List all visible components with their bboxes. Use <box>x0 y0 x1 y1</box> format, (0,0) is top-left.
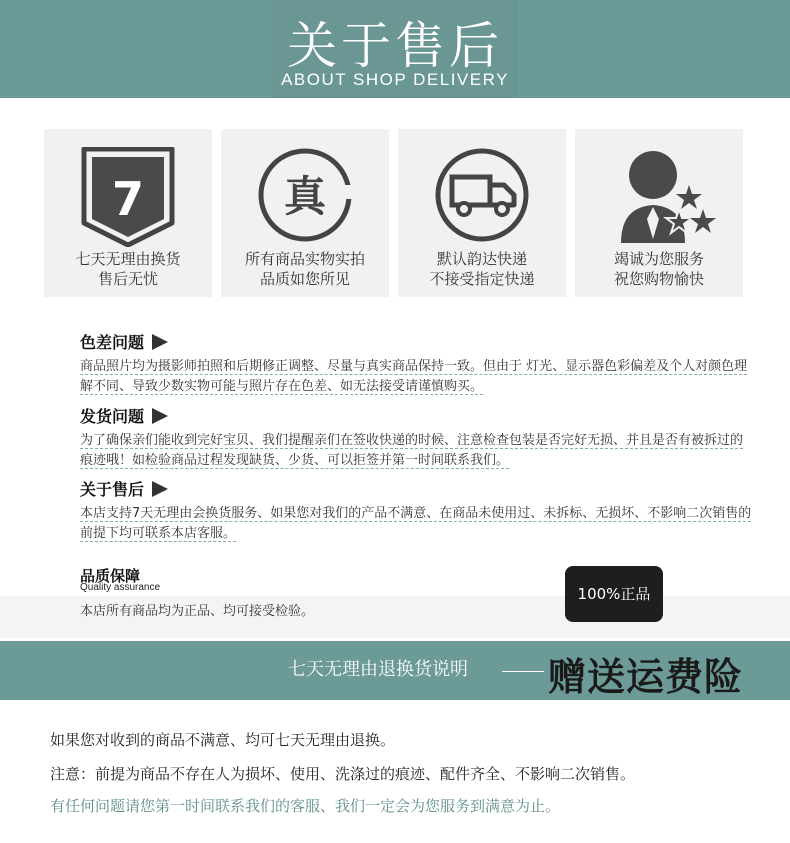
feature-card-text <box>398 249 566 289</box>
feature-card-seven-day <box>44 129 212 297</box>
arrow-right-icon <box>152 481 168 497</box>
banner-highlight: 赠送运费险 <box>548 655 744 699</box>
feature-line-1: 默认韵达快递 <box>436 250 527 268</box>
quality-text: 本店所有商品均为正品、均可接受检验。 <box>80 604 315 619</box>
section-title-color-difference: 色差问题 <box>80 330 168 353</box>
genuine-badge: 100%正品 <box>565 566 663 622</box>
feature-line-2: 祝您购物愉快 <box>613 270 704 288</box>
return-policy-banner <box>0 641 790 700</box>
truck-icon <box>398 147 566 247</box>
banner-text: 七天无理由退换货说明 <box>288 659 468 680</box>
footer-line-1: 如果您对收到的商品不满意、均可七天无理由退换。 <box>50 731 396 749</box>
page-subtitle: ABOUT SHOP DELIVERY <box>281 70 509 89</box>
banner-divider <box>502 671 544 672</box>
feature-card-text <box>44 249 212 289</box>
shield-number: 7 <box>111 172 145 226</box>
seal-character: 真 <box>283 172 327 221</box>
section-title-after-sales: 关于售后 <box>80 477 168 500</box>
section-body-after-sales: 本店支持7天无理由会换货服务、如果您对我们的产品不满意、在商品未使用过、未拆标、无损坏、不影响二次销售的前提下均可联系本店客服。 <box>80 506 752 541</box>
footer-line-2: 注意：前提为商品不存在人为损坏、使用、洗涤过的痕迹、配件齐全、不影响二次销售。 <box>50 765 636 783</box>
service-person-stars-icon <box>575 147 743 247</box>
section-body-shipping: 为了确保亲们能收到完好宝贝、我们提醒亲们在签收快递的时候、注意检查包装是否完好无损、并且是否有被拆过的痕迹哦！如检验商品过程发现缺货、少货、可以拒签并第一时间联系我们。 <box>80 433 744 468</box>
header-banner <box>0 0 790 98</box>
shield-7-icon <box>44 147 212 247</box>
feature-line-1: 竭诚为您服务 <box>613 250 704 268</box>
section-body-color-difference: 商品照片均为摄影师拍照和后期修正调整、尽量与真实商品保持一致。但由于 灯光、显示器色彩偏差及个人对颜色理解不同、导致少数实物可能与照片存在色差、如无法接受请谨慎购买。 <box>80 359 748 394</box>
feature-card-text <box>221 249 389 289</box>
authentic-seal-icon <box>221 147 389 247</box>
arrow-right-icon <box>152 334 168 350</box>
feature-line-2: 品质如您所见 <box>259 270 350 288</box>
arrow-right-icon <box>152 408 168 424</box>
feature-card-service <box>575 129 743 297</box>
quality-subtitle: Quality assurance <box>80 582 161 593</box>
feature-line-1: 七天无理由换货 <box>75 250 181 268</box>
feature-card-shipping <box>398 129 566 297</box>
footer-line-3: 有任何问题请您第一时间联系我们的客服、我们一定会为您服务到满意为止。 <box>50 797 561 815</box>
feature-line-2: 不接受指定快递 <box>429 270 535 288</box>
feature-line-2: 售后无忧 <box>97 270 158 288</box>
feature-line-1: 所有商品实物实拍 <box>244 250 365 268</box>
feature-card-real-photo <box>221 129 389 297</box>
page-title: 关于售后 <box>287 17 503 75</box>
section-title-shipping: 发货问题 <box>80 404 168 427</box>
feature-card-text <box>575 249 743 289</box>
quality-title: 品质保障 <box>80 567 141 585</box>
